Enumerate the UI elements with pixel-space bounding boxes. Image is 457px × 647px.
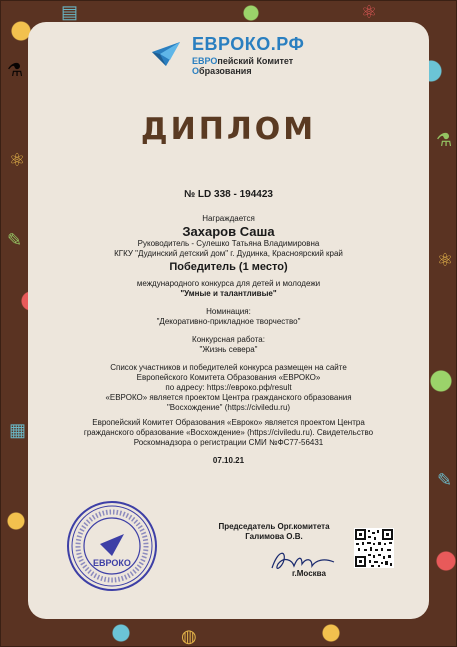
flask-icon: ⚗ — [7, 60, 24, 80]
signer-title: Председатель Орг.комитета — [218, 522, 330, 531]
nomination-value: "Декоративно-прикладное творчество" — [156, 317, 301, 326]
supervisor: Руководитель - Сулешко Татьяна Владимировна — [137, 239, 320, 248]
work-label: Конкурсная работа: — [192, 335, 265, 344]
pencil-icon: ✎ — [437, 470, 453, 490]
issue-date: 07.10.21 — [212, 456, 245, 465]
project-line-1: «ЕВРОКО» является проектом Центра гражданского образования — [105, 393, 352, 402]
logo-subtitle: ЕВРОпейский Комитет Образования — [192, 56, 294, 76]
diploma-heading: ДИПЛОМ — [140, 112, 317, 147]
diploma-body — [60, 190, 397, 466]
project-line-2: "Восхождение" (https://civiledu.ru) — [166, 403, 291, 412]
results-list-line-2: Европейского Комитета Образования «ЕВРОКО» — [136, 373, 321, 382]
organization-seal — [66, 500, 158, 592]
city: г.Москва — [292, 569, 326, 578]
atom-icon: ⚛ — [361, 2, 378, 22]
evroko-logo — [150, 34, 315, 94]
signature-block — [200, 522, 348, 542]
work-value: "Жизнь севера" — [199, 345, 258, 354]
evroko-logo-mark — [150, 38, 186, 68]
globe-icon: ◍ — [181, 626, 197, 646]
awarded-label: Награждается — [202, 214, 255, 223]
diploma-number: № LD 338 - 194423 — [184, 189, 273, 200]
signer-name: Галимова О.В. — [245, 532, 303, 541]
contest-name: "Умные и талантливые" — [180, 289, 277, 298]
pencil-icon: ✎ — [7, 230, 23, 250]
beaker-icon: ⚗ — [436, 130, 453, 150]
result-title: Победитель (1 место) — [169, 261, 288, 273]
results-list-line-3: по адресу: https://евроко.рф/result — [165, 383, 292, 392]
awardee-name: Захаров Саша — [182, 224, 275, 239]
atom-icon: ⚛ — [437, 250, 454, 270]
seal-label: ЕВРОКО — [93, 558, 131, 568]
logo-title: ЕВРОКО.РФ — [192, 34, 305, 54]
atom-icon: ⚛ — [9, 150, 26, 170]
qr-code — [354, 528, 394, 568]
calculator-icon: ▦ — [9, 420, 27, 440]
book-icon: ▤ — [61, 2, 79, 22]
results-list-line-1: Список участников и победителей конкурса размещен на сайте — [110, 363, 347, 372]
nomination-label: Номинация: — [206, 307, 251, 316]
contest-description: международного конкурса для детей и молодежи — [136, 279, 321, 288]
legal-line-1: Европейский Комитет Образования «Евроко» является проектом Центра — [92, 418, 365, 427]
legal-line-3: Роскомнадзора о регистрации СМИ №ФС77-56431 — [133, 438, 324, 447]
institution: КГКУ "Дудинский детский дом" г. Дудинка, Красноярский край — [114, 249, 343, 258]
legal-line-2: гражданского образование «Восхождение» (https://civiledu.ru). Свидетельство — [83, 428, 374, 437]
